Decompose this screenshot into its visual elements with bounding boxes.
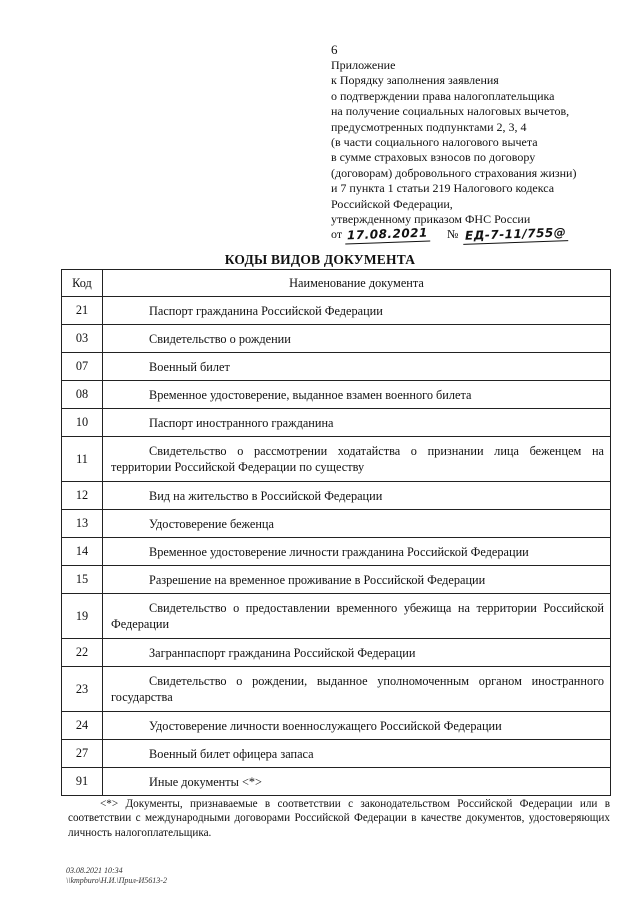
annex-line: к Порядку заполнения заявления	[331, 73, 499, 88]
header-name: Наименование документа	[103, 270, 611, 297]
row-code: 27	[62, 740, 103, 768]
table-row	[62, 297, 611, 325]
order-number-prefix: №	[447, 227, 459, 242]
row-name: Вид на жительство в Российской Федерации	[149, 488, 383, 503]
stamp-datetime: 03.08.2021 10:34	[66, 866, 123, 875]
file-stamp	[66, 866, 167, 886]
row-code: 13	[62, 510, 103, 538]
table-row	[62, 510, 611, 538]
table-row	[62, 740, 611, 768]
annex-line: в сумме страховых взносов по договору	[331, 150, 536, 165]
annex-line: на получение социальных налоговых вычетов,	[331, 104, 570, 119]
row-name: Разрешение на временное проживание в Российской Федерации	[149, 572, 486, 587]
header-code: Код	[62, 270, 103, 297]
row-code: 15	[62, 566, 103, 594]
annex-lines	[331, 58, 631, 227]
row-code: 07	[62, 353, 103, 381]
row-code: 14	[62, 538, 103, 566]
annex-line: (договорам) добровольного страхования жизни)	[331, 165, 577, 180]
document-codes-table	[61, 269, 611, 796]
row-code: 11	[62, 437, 103, 482]
table-row	[62, 594, 611, 639]
annex-line: о подтверждении права налогоплательщика	[331, 88, 555, 103]
annex-line: и 7 пункта 1 статьи 219 Налогового кодекса	[331, 181, 555, 196]
row-name: Загранпаспорт гражданина Российской Федерации	[149, 645, 416, 660]
row-name: Удостоверение личности военнослужащего Российской Федерации	[149, 718, 502, 733]
table-row	[62, 639, 611, 667]
row-name-cell	[103, 594, 611, 639]
row-name-cell	[103, 510, 611, 538]
row-code: 24	[62, 712, 103, 740]
row-name-cell	[103, 566, 611, 594]
row-name: Военный билет	[149, 359, 230, 374]
row-name-cell	[103, 740, 611, 768]
row-code: 19	[62, 594, 103, 639]
row-name: Свидетельство о рождении, выданное уполномоченным органом иностранного государства	[111, 674, 604, 704]
table-header-row	[62, 270, 611, 297]
table-row	[62, 566, 611, 594]
row-name-cell	[103, 409, 611, 437]
row-code: 21	[62, 297, 103, 325]
row-code: 22	[62, 639, 103, 667]
row-name-cell	[103, 768, 611, 796]
row-code: 91	[62, 768, 103, 796]
row-name: Иные документы <*>	[149, 774, 262, 789]
table-row	[62, 667, 611, 712]
annex-line: предусмотренных подпунктами 2, 3, 4	[331, 119, 527, 134]
table-row	[62, 712, 611, 740]
table-row	[62, 768, 611, 796]
order-line	[331, 227, 631, 243]
stamp-path: \\kmpburo\Н.И.\Прил-И5613-2	[66, 876, 167, 885]
row-code: 08	[62, 381, 103, 409]
page-number: 6	[331, 42, 338, 57]
row-name: Свидетельство о рассмотрении ходатайства о признании лица беженцем на территории Российской Федерации по существу	[111, 444, 604, 474]
table-row	[62, 482, 611, 510]
annex-block	[331, 58, 631, 244]
document-title: КОДЫ ВИДОВ ДОКУМЕНТА	[224, 252, 416, 267]
row-name: Паспорт иностранного гражданина	[149, 415, 334, 430]
order-date: 17.08.2021	[345, 226, 430, 245]
row-name-cell	[103, 381, 611, 409]
row-name: Временное удостоверение личности гражданина Российской Федерации	[149, 544, 529, 559]
row-name: Временное удостоверение, выданное взамен военного билета	[149, 387, 472, 402]
row-name: Паспорт гражданина Российской Федерации	[149, 303, 383, 318]
row-code: 23	[62, 667, 103, 712]
row-name: Военный билет офицера запаса	[149, 746, 314, 761]
row-name-cell	[103, 325, 611, 353]
row-name-cell	[103, 482, 611, 510]
order-number: ЕД-7-11/755@	[463, 226, 569, 246]
table-row	[62, 538, 611, 566]
row-name: Удостоверение беженца	[149, 516, 274, 531]
table-row	[62, 381, 611, 409]
footnote: <*> Документы, признаваемые в соответствии с законодательством Российской Федерации или в соответствии с международными договорами Российской Федерации в качестве документов, удостоверяющих личность налогоплательщика.	[68, 798, 610, 839]
row-code: 10	[62, 409, 103, 437]
row-name: Свидетельство о рождении	[149, 331, 291, 346]
order-prefix: от	[331, 227, 343, 242]
row-name-cell	[103, 667, 611, 712]
annex-line: Российской Федерации,	[331, 196, 453, 211]
table-body	[62, 297, 611, 796]
table-row	[62, 409, 611, 437]
table-row	[62, 437, 611, 482]
table-row	[62, 353, 611, 381]
annex-line: утвержденному приказом ФНС России	[331, 212, 531, 227]
table-row	[62, 325, 611, 353]
row-name-cell	[103, 538, 611, 566]
row-name-cell	[103, 297, 611, 325]
annex-line: Приложение	[331, 58, 396, 72]
row-code: 12	[62, 482, 103, 510]
annex-line: (в части социального налогового вычета	[331, 135, 538, 150]
row-name-cell	[103, 437, 611, 482]
row-name: Свидетельство о предоставлении временного убежища на территории Российской Федерации	[111, 601, 604, 631]
row-name-cell	[103, 639, 611, 667]
row-code: 03	[62, 325, 103, 353]
row-name-cell	[103, 712, 611, 740]
row-name-cell	[103, 353, 611, 381]
